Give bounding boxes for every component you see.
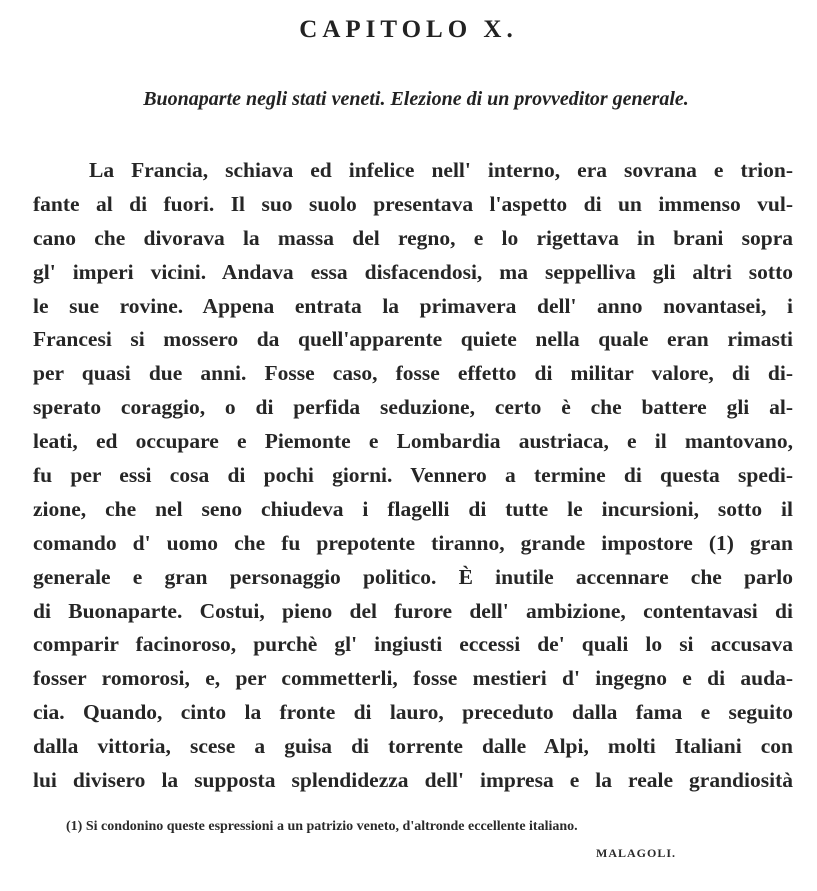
text-line: le sue rovine. Appena entrata la primavera dell' anno novantasei, i xyxy=(33,293,793,318)
text-line: cia. Quando, cinto la fronte di lauro, preceduto dalla fama e seguito xyxy=(33,700,793,725)
text-line: cano che divorava la massa del regno, e lo rigettava in brani sopra xyxy=(33,225,793,250)
text-line: fu per essi cosa di pochi giorni. Vennero a termine di questa spedi- xyxy=(33,463,793,488)
text-line: comando d' uomo che fu prepotente tiranno, grande impostore (1) gran xyxy=(33,530,793,555)
text-line: fante al di fuori. Il suo suolo presentava l'aspetto di un immenso vul- xyxy=(33,191,793,216)
text-line: gl' imperi vicini. Andava essa disfacendosi, ma seppelliva gli altri sotto xyxy=(33,259,793,284)
text-line: Francesi si mossero da quell'apparente quiete nella quale eran rimasti xyxy=(33,327,793,352)
text-line: zione, che nel seno chiudeva i flagelli di tutte le incursioni, sotto il xyxy=(33,496,793,521)
text-line: di Buonaparte. Costui, pieno del furore dell' ambizione, contentavasi di xyxy=(33,598,793,623)
text-line: comparir facinoroso, purchè gl' ingiusti eccessi de' quali lo si accusava xyxy=(33,632,793,657)
footnote: (1) Si condonino queste espressioni a un patrizio veneto, d'altronde eccellente italiano. xyxy=(66,819,578,834)
text-line: sperato coraggio, o di perfida seduzione, certo è che battere gli al- xyxy=(33,395,793,420)
text-line: La Francia, schiava ed infelice nell' interno, era sovrana e trion- xyxy=(89,158,793,182)
text-line: per quasi due anni. Fosse caso, fosse effetto di militar valore, di di- xyxy=(33,361,793,386)
text-line: lui divisero la supposta splendidezza dell' impresa e la reale grandiosità xyxy=(33,768,793,793)
footnote-signature: MALAGOLI. xyxy=(596,846,677,860)
body-paragraph xyxy=(33,154,793,798)
chapter-heading: CAPITOLO X. xyxy=(299,16,518,43)
chapter-subtitle: Buonaparte negli stati veneti. Elezione di un provveditor generale. xyxy=(143,88,689,110)
text-line: leati, ed occupare e Piemonte e Lombardia austriaca, e il mantovano, xyxy=(33,429,793,454)
text-line: generale e gran personaggio politico. È inutile accennare che parlo xyxy=(33,564,793,589)
text-line: dalla vittoria, scese a guisa di torrente dalle Alpi, molti Italiani con xyxy=(33,734,793,759)
text-line: fosser romorosi, e, per commetterli, fosse mestieri d' ingegno e di auda- xyxy=(33,666,793,691)
